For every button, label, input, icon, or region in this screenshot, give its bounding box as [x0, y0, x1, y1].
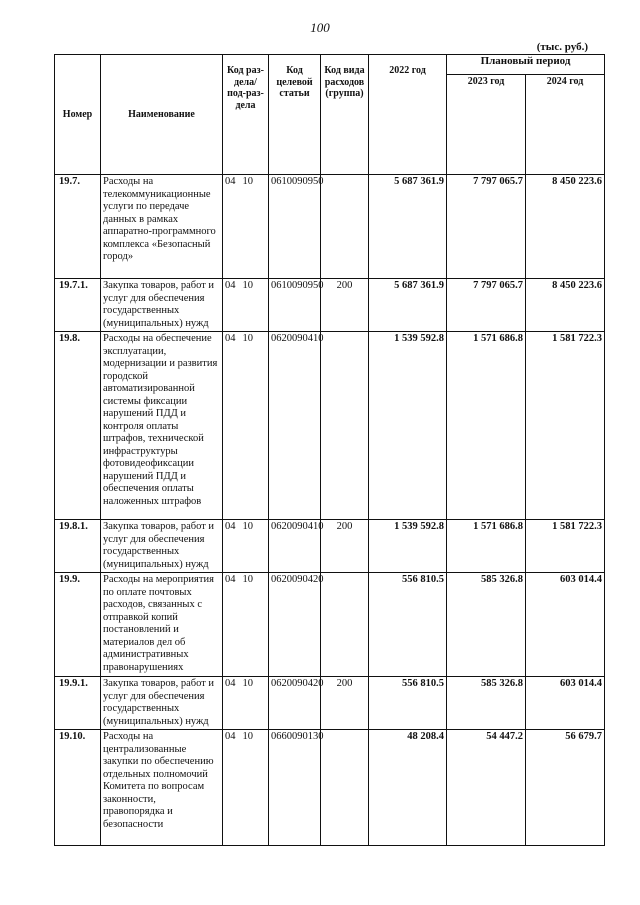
row-name: Расходы на централизованные закупки по обеспечению отдельных полномочий Комитета по вопросам законности, правопорядка и безопасности [101, 730, 223, 846]
table-row [55, 730, 605, 846]
header-year-2024: 2024 год [526, 75, 605, 175]
section: 04 [225, 678, 236, 689]
row-value-2024: 8 450 223.6 [526, 175, 605, 279]
row-number: 19.9. [55, 573, 101, 677]
row-target-code: 0620090410 [269, 332, 321, 520]
subsection: 10 [242, 333, 253, 344]
table-row [55, 520, 605, 573]
section: 04 [225, 333, 236, 344]
row-value-2024: 8 450 223.6 [526, 279, 605, 332]
row-section-code [223, 730, 269, 846]
row-name: Расходы на телекоммуникационные услуги по передаче данных в рамках аппаратно-программного комплекса «Безопасный город» [101, 175, 223, 279]
row-value-2023: 7 797 065.7 [447, 279, 526, 332]
row-name: Закупка товаров, работ и услуг для обеспечения государственных (муниципальных) нужд [101, 520, 223, 573]
header-year-2022: 2022 год [369, 55, 447, 175]
header-number: Номер [55, 55, 101, 175]
subsection: 10 [242, 574, 253, 585]
row-value-2022: 5 687 361.9 [369, 279, 447, 332]
header-name: Наименование [101, 55, 223, 175]
row-expense-type [321, 730, 369, 846]
row-name: Закупка товаров, работ и услуг для обеспечения государственных (муниципальных) нужд [101, 677, 223, 730]
row-value-2023: 585 326.8 [447, 677, 526, 730]
row-value-2022: 556 810.5 [369, 573, 447, 677]
header-year-2023: 2023 год [447, 75, 526, 175]
row-value-2023: 1 571 686.8 [447, 520, 526, 573]
row-target-code: 0620090410 [269, 520, 321, 573]
section: 04 [225, 574, 236, 585]
row-value-2024: 1 581 722.3 [526, 520, 605, 573]
row-name: Расходы на обеспечение эксплуатации, модернизации и развития городской автоматизированной системы фиксации нарушений ПДД и контроля оплаты штрафов, технической инфраструктуры фотовидеофиксации нарушений ПДД и обеспечения оплаты наложенных штрафов [101, 332, 223, 520]
header-planned-period: Плановый период [447, 55, 605, 75]
table-row [55, 279, 605, 332]
row-expense-type [321, 573, 369, 677]
row-target-code: 0620090420 [269, 677, 321, 730]
row-value-2023: 1 571 686.8 [447, 332, 526, 520]
subsection: 10 [242, 678, 253, 689]
section: 04 [225, 731, 236, 742]
units-label: (тыс. руб.) [536, 41, 588, 53]
section: 04 [225, 521, 236, 532]
row-target-code: 0660090130 [269, 730, 321, 846]
row-value-2022: 1 539 592.8 [369, 520, 447, 573]
row-expense-type: 200 [321, 677, 369, 730]
row-section-code [223, 520, 269, 573]
row-expense-type: 200 [321, 279, 369, 332]
table-row [55, 573, 605, 677]
header-target-code: Код целевой статьи [269, 55, 321, 175]
row-value-2024: 56 679.7 [526, 730, 605, 846]
row-number: 19.7.1. [55, 279, 101, 332]
row-number: 19.8. [55, 332, 101, 520]
row-section-code [223, 175, 269, 279]
page-number: 100 [310, 20, 330, 35]
table-row [55, 332, 605, 520]
row-value-2022: 5 687 361.9 [369, 175, 447, 279]
row-expense-type [321, 332, 369, 520]
row-value-2022: 556 810.5 [369, 677, 447, 730]
row-value-2023: 585 326.8 [447, 573, 526, 677]
table-row [55, 677, 605, 730]
row-target-code: 0610090950 [269, 279, 321, 332]
row-section-code [223, 677, 269, 730]
row-target-code: 0610090950 [269, 175, 321, 279]
row-number: 19.9.1. [55, 677, 101, 730]
subsection: 10 [242, 176, 253, 187]
row-number: 19.7. [55, 175, 101, 279]
row-name: Расходы на мероприятия по оплате почтовых расходов, связанных с отправкой копий постановлений и материалов дел об административных правонарушениях [101, 573, 223, 677]
header-section-code: Код раз-дела/ под-раз-дела [223, 55, 269, 175]
row-value-2024: 1 581 722.3 [526, 332, 605, 520]
row-value-2024: 603 014.4 [526, 573, 605, 677]
row-value-2023: 54 447.2 [447, 730, 526, 846]
row-value-2023: 7 797 065.7 [447, 175, 526, 279]
subsection: 10 [242, 731, 253, 742]
section: 04 [225, 176, 236, 187]
subsection: 10 [242, 280, 253, 291]
row-number: 19.8.1. [55, 520, 101, 573]
row-section-code [223, 573, 269, 677]
row-section-code [223, 279, 269, 332]
row-name: Закупка товаров, работ и услуг для обеспечения государственных (муниципальных) нужд [101, 279, 223, 332]
row-value-2022: 1 539 592.8 [369, 332, 447, 520]
row-value-2024: 603 014.4 [526, 677, 605, 730]
budget-table [54, 54, 605, 846]
header-expense-type: Код вида расходов (группа) [321, 55, 369, 175]
table-row [55, 175, 605, 279]
row-value-2022: 48 208.4 [369, 730, 447, 846]
row-number: 19.10. [55, 730, 101, 846]
row-expense-type: 200 [321, 520, 369, 573]
section: 04 [225, 280, 236, 291]
row-section-code [223, 332, 269, 520]
row-expense-type [321, 175, 369, 279]
row-target-code: 0620090420 [269, 573, 321, 677]
subsection: 10 [242, 521, 253, 532]
